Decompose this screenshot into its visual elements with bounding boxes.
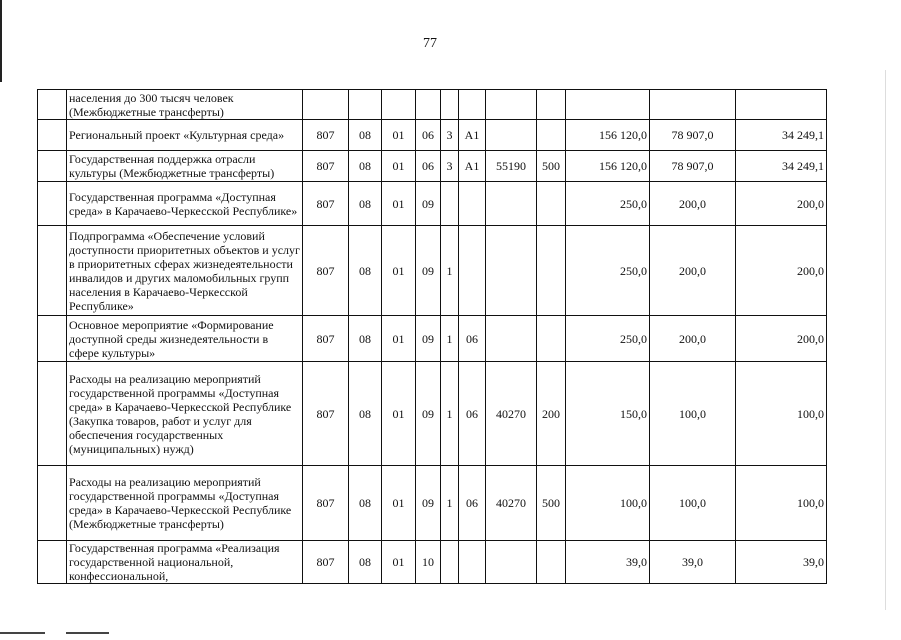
table-row xyxy=(38,90,827,120)
amount-cell: 200,0 xyxy=(650,226,736,316)
table-body xyxy=(38,90,827,584)
margin-cell xyxy=(38,120,67,151)
code-cell: 08 xyxy=(349,226,382,316)
table-row xyxy=(38,120,827,151)
page-number: 77 xyxy=(423,36,437,51)
amount-cell: 100,0 xyxy=(736,466,827,541)
code-cell: 1 xyxy=(441,362,459,466)
code-cell: 01 xyxy=(382,362,416,466)
code-cell: 06 xyxy=(416,151,441,182)
code-cell: 06 xyxy=(459,466,486,541)
amount-cell: 39,0 xyxy=(650,541,736,584)
item-name-cell: Расходы на реализацию мероприятий государственной программы «Доступная среда» в Карачаево-Черкесской Республике (Межбюджетные трансферты) xyxy=(67,466,303,541)
scan-edge-line xyxy=(885,70,886,610)
amount-cell: 34 249,1 xyxy=(736,151,827,182)
code-cell xyxy=(459,90,486,120)
code-cell xyxy=(416,90,441,120)
amount-cell: 200,0 xyxy=(650,316,736,362)
amount-cell: 100,0 xyxy=(566,466,650,541)
code-cell: А1 xyxy=(459,120,486,151)
code-cell xyxy=(459,182,486,226)
code-cell: 1 xyxy=(441,466,459,541)
code-cell xyxy=(459,226,486,316)
table-row xyxy=(38,151,827,182)
code-cell xyxy=(486,120,537,151)
margin-cell xyxy=(38,466,67,541)
code-cell: 3 xyxy=(441,151,459,182)
code-cell: 08 xyxy=(349,541,382,584)
code-cell: 01 xyxy=(382,541,416,584)
code-cell xyxy=(537,90,566,120)
code-cell xyxy=(486,182,537,226)
code-cell: 200 xyxy=(537,362,566,466)
code-cell: 08 xyxy=(349,316,382,362)
code-cell: 40270 xyxy=(486,362,537,466)
code-cell xyxy=(486,90,537,120)
code-cell: 500 xyxy=(537,466,566,541)
amount-cell: 34 249,1 xyxy=(736,120,827,151)
amount-cell: 100,0 xyxy=(736,362,827,466)
amount-cell: 39,0 xyxy=(736,541,827,584)
margin-cell xyxy=(38,226,67,316)
item-name-cell: Основное мероприятие «Формирование доступной среды жизнедеятельности в сфере культуры» xyxy=(67,316,303,362)
item-name-cell: Региональный проект «Культурная среда» xyxy=(67,120,303,151)
code-cell: 807 xyxy=(303,466,349,541)
code-cell: 01 xyxy=(382,182,416,226)
code-cell: 09 xyxy=(416,226,441,316)
code-cell: 08 xyxy=(349,182,382,226)
amount-cell: 250,0 xyxy=(566,226,650,316)
code-cell: 08 xyxy=(349,362,382,466)
budget-table xyxy=(37,89,827,584)
code-cell xyxy=(486,316,537,362)
code-cell: А1 xyxy=(459,151,486,182)
code-cell: 08 xyxy=(349,466,382,541)
table-row xyxy=(38,362,827,466)
amount-cell: 78 907,0 xyxy=(650,151,736,182)
amount-cell: 200,0 xyxy=(736,226,827,316)
code-cell: 807 xyxy=(303,120,349,151)
code-cell: 01 xyxy=(382,316,416,362)
code-cell: 807 xyxy=(303,226,349,316)
amount-cell: 78 907,0 xyxy=(650,120,736,151)
code-cell xyxy=(486,541,537,584)
code-cell: 3 xyxy=(441,120,459,151)
amount-cell xyxy=(650,90,736,120)
amount-cell: 250,0 xyxy=(566,316,650,362)
code-cell xyxy=(537,541,566,584)
item-name-cell: Расходы на реализацию мероприятий государственной программы «Доступная среда» в Карачаево-Черкесской Республике (Закупка товаров, работ и услуг для обеспечения государственных (муниципальных) нужд) xyxy=(67,362,303,466)
margin-cell xyxy=(38,541,67,584)
code-cell: 09 xyxy=(416,362,441,466)
code-cell xyxy=(537,226,566,316)
code-cell xyxy=(537,182,566,226)
margin-cell xyxy=(38,182,67,226)
code-cell: 1 xyxy=(441,316,459,362)
amount-cell: 156 120,0 xyxy=(566,120,650,151)
amount-cell xyxy=(566,90,650,120)
code-cell xyxy=(382,90,416,120)
margin-cell xyxy=(38,362,67,466)
code-cell: 807 xyxy=(303,151,349,182)
code-cell xyxy=(441,541,459,584)
amount-cell: 100,0 xyxy=(650,362,736,466)
amount-cell: 200,0 xyxy=(736,316,827,362)
code-cell xyxy=(486,226,537,316)
code-cell: 09 xyxy=(416,316,441,362)
table-row xyxy=(38,316,827,362)
table-row xyxy=(38,182,827,226)
margin-cell xyxy=(38,90,67,120)
code-cell: 807 xyxy=(303,182,349,226)
item-name-cell: Государственная поддержка отрасли культуры (Межбюджетные трансферты) xyxy=(67,151,303,182)
code-cell: 10 xyxy=(416,541,441,584)
amount-cell: 150,0 xyxy=(566,362,650,466)
code-cell: 01 xyxy=(382,151,416,182)
item-name-cell: Государственная программа «Реализация государственной национальной, конфессиональной, xyxy=(67,541,303,584)
code-cell: 55190 xyxy=(486,151,537,182)
code-cell: 06 xyxy=(459,362,486,466)
code-cell xyxy=(537,120,566,151)
code-cell: 08 xyxy=(349,151,382,182)
code-cell: 01 xyxy=(382,226,416,316)
item-name-cell: Подпрограмма «Обеспечение условий доступности приоритетных объектов и услуг в приоритетных сферах жизнедеятельности инвалидов и других маломобильных групп населения в Карачаево-Черкесской Республике» xyxy=(67,226,303,316)
code-cell: 807 xyxy=(303,541,349,584)
amount-cell: 156 120,0 xyxy=(566,151,650,182)
item-name-cell: Государственная программа «Доступная среда» в Карачаево-Черкесской Республике» xyxy=(67,182,303,226)
code-cell xyxy=(349,90,382,120)
amount-cell: 250,0 xyxy=(566,182,650,226)
scan-edge-line xyxy=(0,632,45,634)
code-cell: 1 xyxy=(441,226,459,316)
code-cell: 01 xyxy=(382,120,416,151)
code-cell: 01 xyxy=(382,466,416,541)
code-cell: 09 xyxy=(416,466,441,541)
code-cell xyxy=(441,90,459,120)
item-name-cell: населения до 300 тысяч человек (Межбюджетные трансферты) xyxy=(67,90,303,120)
code-cell xyxy=(303,90,349,120)
code-cell: 08 xyxy=(349,120,382,151)
table-row xyxy=(38,466,827,541)
amount-cell: 39,0 xyxy=(566,541,650,584)
amount-cell: 100,0 xyxy=(650,466,736,541)
code-cell xyxy=(459,541,486,584)
code-cell: 807 xyxy=(303,362,349,466)
code-cell xyxy=(441,182,459,226)
code-cell: 500 xyxy=(537,151,566,182)
amount-cell: 200,0 xyxy=(650,182,736,226)
code-cell: 09 xyxy=(416,182,441,226)
margin-cell xyxy=(38,316,67,362)
code-cell xyxy=(537,316,566,362)
table-row xyxy=(38,226,827,316)
amount-cell: 200,0 xyxy=(736,182,827,226)
margin-cell xyxy=(38,151,67,182)
scan-edge-line xyxy=(66,632,109,634)
code-cell: 06 xyxy=(416,120,441,151)
code-cell: 06 xyxy=(459,316,486,362)
code-cell: 807 xyxy=(303,316,349,362)
table-row xyxy=(38,541,827,584)
amount-cell xyxy=(736,90,827,120)
code-cell: 40270 xyxy=(486,466,537,541)
